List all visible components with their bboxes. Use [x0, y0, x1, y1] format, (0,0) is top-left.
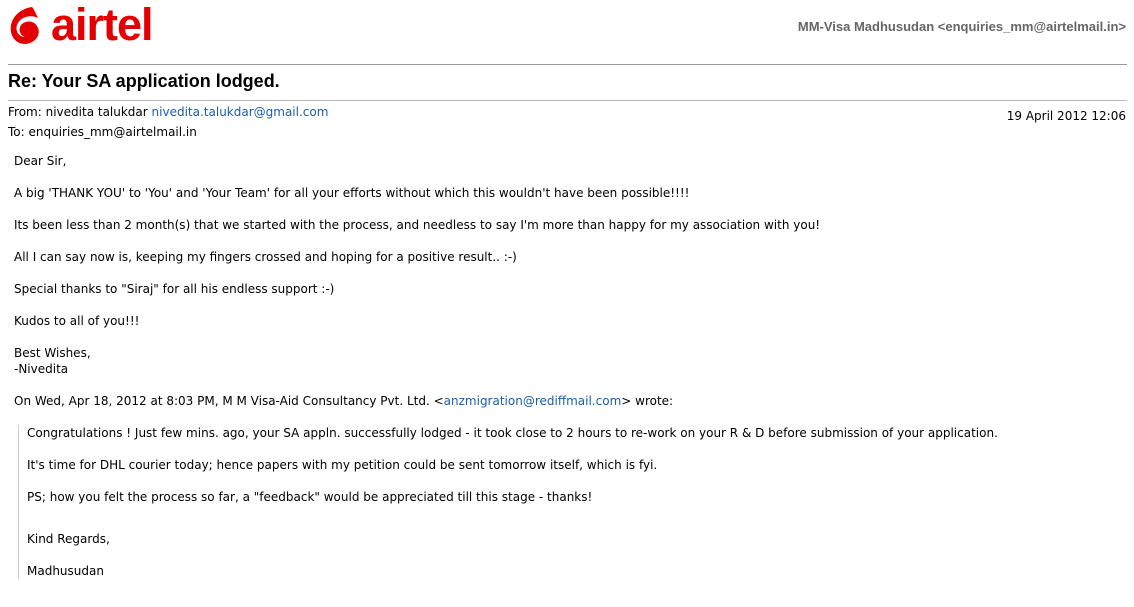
greeting: Dear Sir, — [14, 154, 67, 168]
from-label: From: — [8, 105, 42, 119]
from-email-link[interactable]: nivedita.talukdar@gmail.com — [151, 105, 329, 119]
quote-spacer — [27, 521, 998, 531]
body-paragraph: All I can say now is, keeping my fingers crossed and hoping for a positive result.. :-) — [14, 250, 517, 264]
email-date: 19 April 2012 12:06 — [1006, 109, 1126, 123]
quote-paragraph: It's time for DHL courier today; hence papers with my petition could be sent tomorrow itself, which is fyi. — [27, 458, 658, 472]
quote-attribution-prefix: On Wed, Apr 18, 2012 at 8:03 PM, M M Visa-Aid Consultancy Pvt. Ltd. < — [14, 394, 444, 408]
to-label: To: — [8, 125, 25, 139]
quote-closing: Kind Regards, — [27, 532, 110, 546]
airtel-swirl-icon — [8, 4, 46, 48]
quote-paragraph: Congratulations ! Just few mins. ago, your SA appln. successfully lodged - it took close to 2 hours to re-work on your R & D before submission of your application. — [27, 426, 998, 440]
quote-attribution-email-link[interactable]: anzmigration@rediffmail.com — [443, 394, 622, 408]
quote-attribution — [14, 393, 998, 409]
header-divider — [8, 64, 1127, 65]
email-subject: Re: Your SA application lodged. — [8, 71, 280, 91]
account-label: MM-Visa Madhusudan <enquiries_mm@airtelmail.in> — [797, 19, 1126, 34]
body-paragraph: Special thanks to "Siraj" for all his endless support :-) — [14, 282, 335, 296]
logo-text: airtel — [51, 0, 153, 50]
body-paragraph: Its been less than 2 month(s) that we started with the process, and needless to say I'm more than happy for my association with you! — [14, 218, 821, 232]
to-email: enquiries_mm@airtelmail.in — [28, 125, 197, 139]
body-paragraph: A big 'THANK YOU' to 'You' and 'Your Team' for all your efforts without which this wouldn't have been possible!!!! — [14, 186, 690, 200]
email-body — [14, 153, 998, 579]
from-line — [8, 105, 328, 119]
signature: -Nivedita — [14, 362, 69, 376]
airtel-logo[interactable] — [8, 0, 153, 50]
from-name: nivedita talukdar — [45, 105, 148, 119]
quote-attribution-suffix: > wrote: — [621, 394, 674, 408]
quote-name: Madhusudan — [27, 564, 104, 578]
quote-paragraph: PS; how you felt the process so far, a "feedback" would be appreciated till this stage - thanks! — [27, 490, 593, 504]
subject-divider — [8, 100, 1127, 101]
to-line — [8, 125, 197, 139]
quoted-message — [18, 425, 998, 579]
body-paragraph: Kudos to all of you!!! — [14, 314, 140, 328]
signoff: Best Wishes, — [14, 346, 91, 360]
